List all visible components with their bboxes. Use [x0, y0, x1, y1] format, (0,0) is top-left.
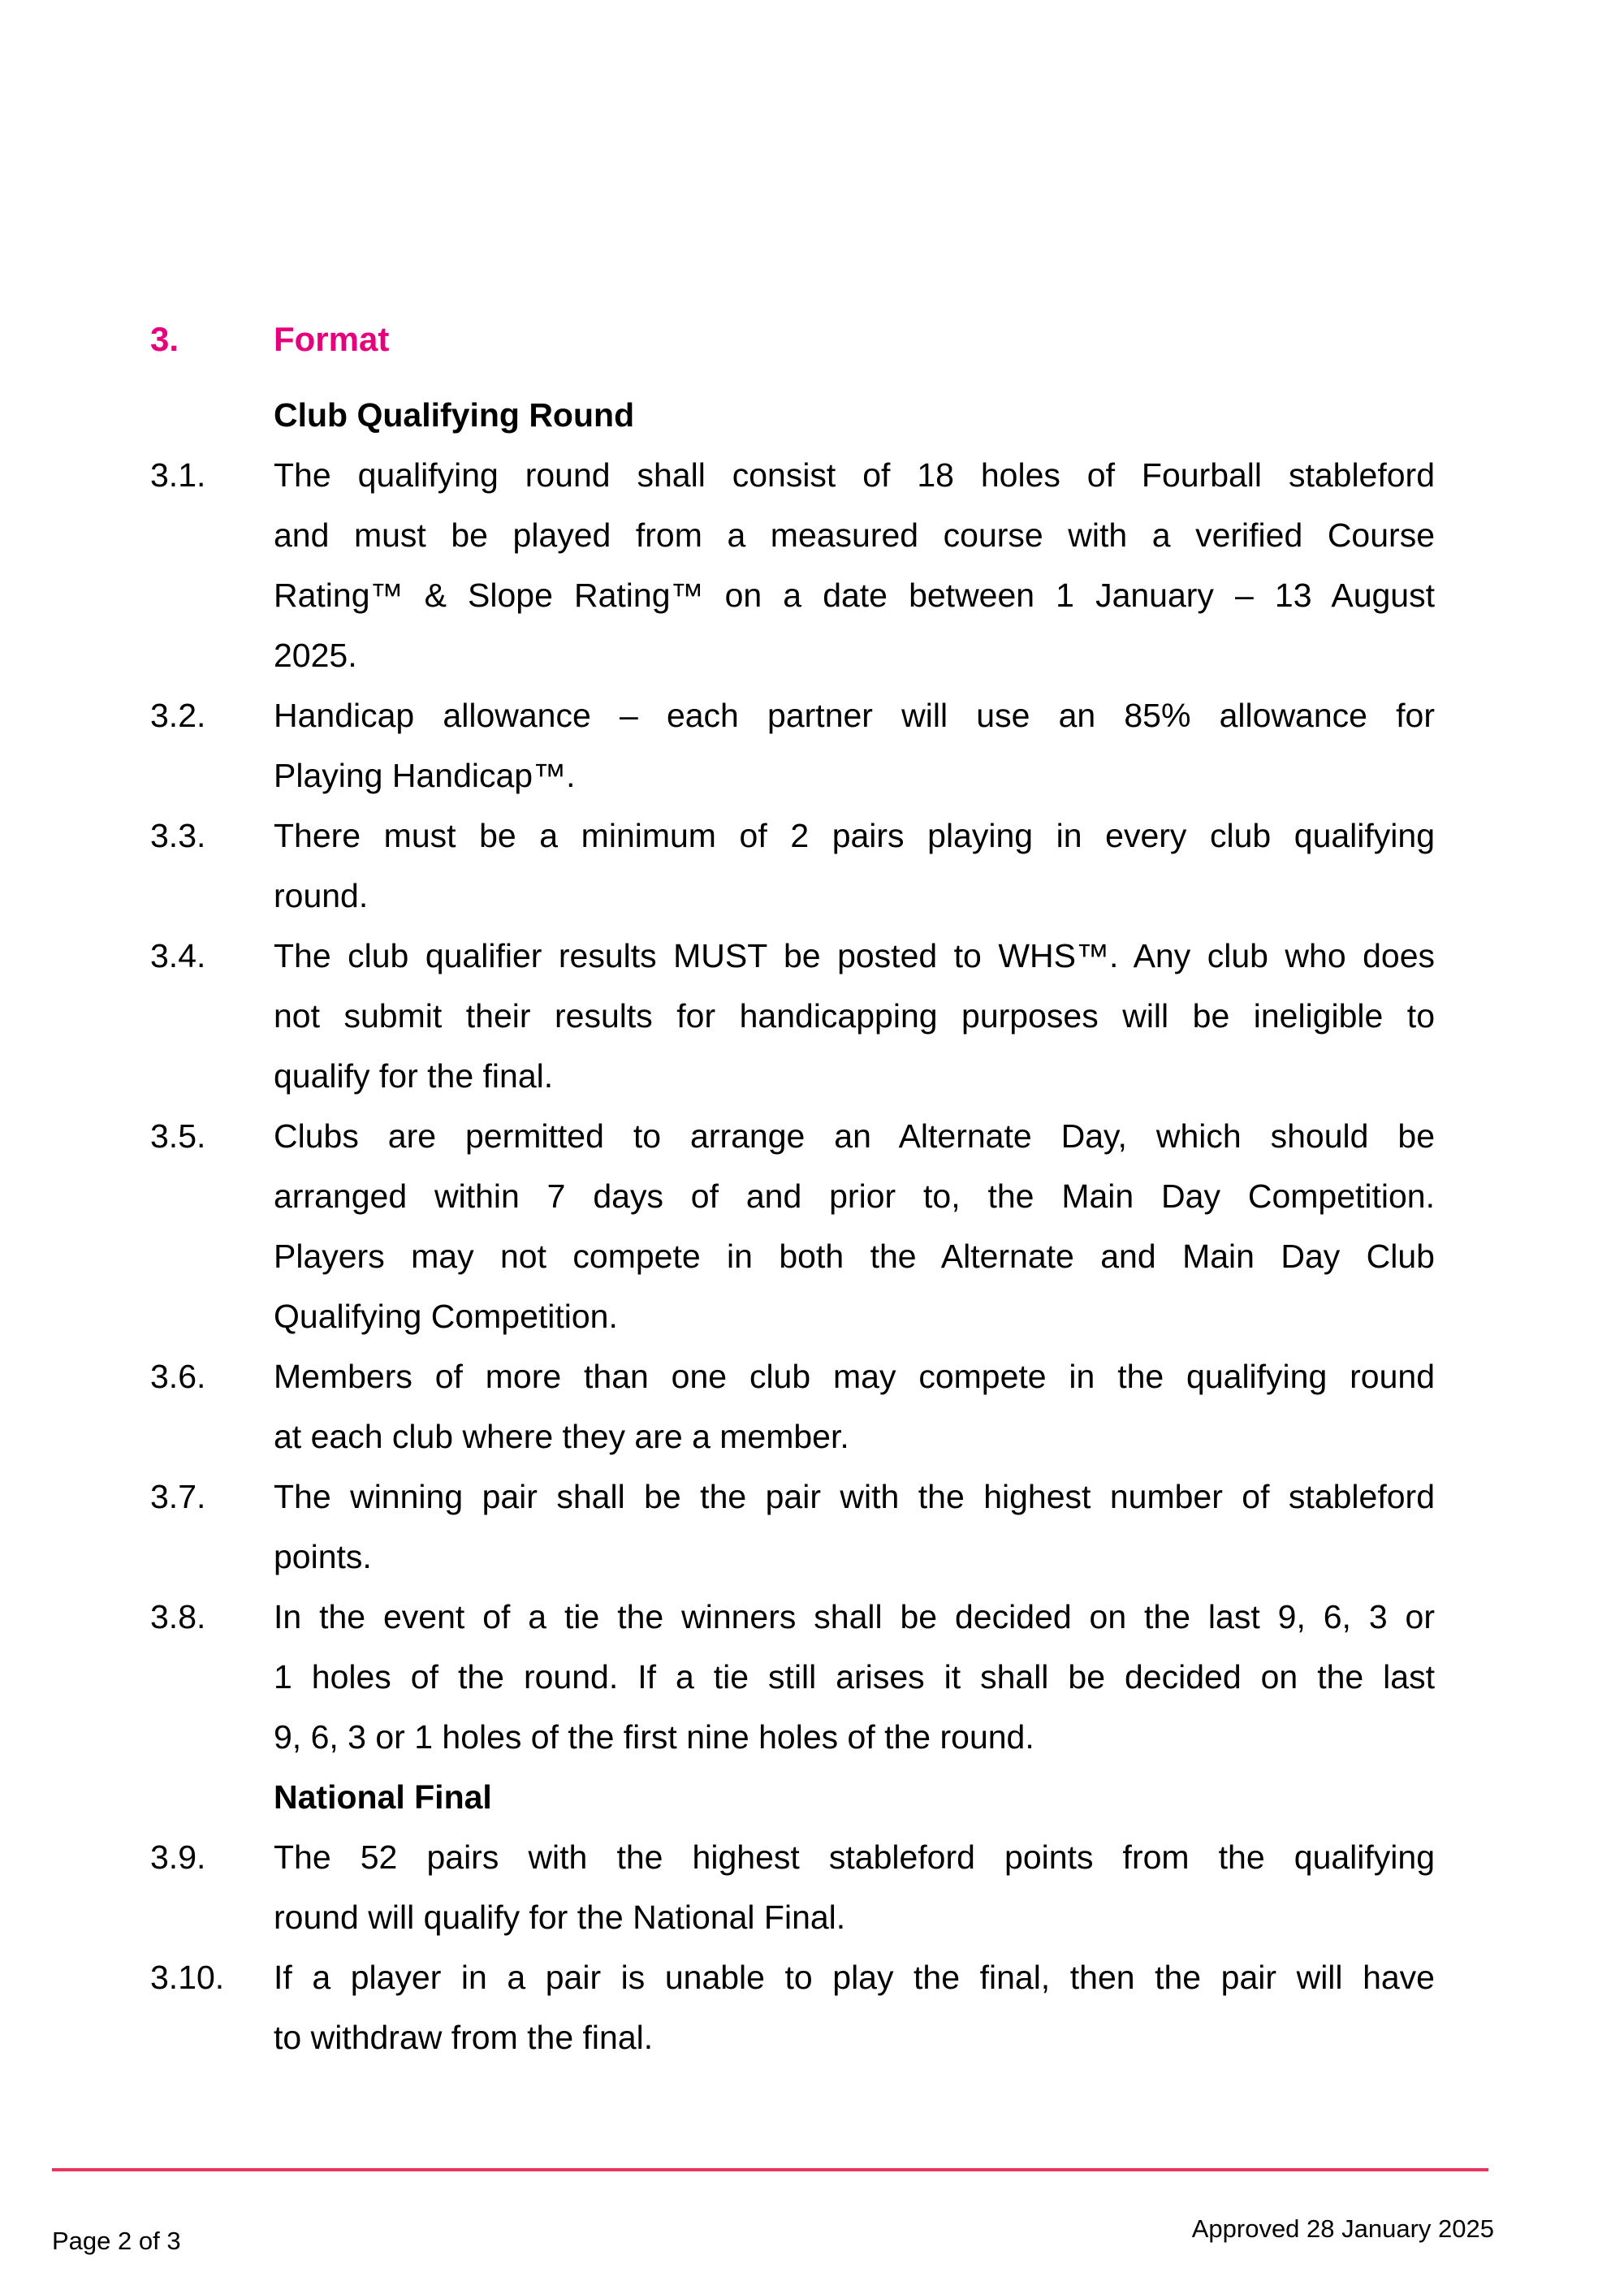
clause-text-line: Qualifying Competition. [274, 1298, 618, 1335]
clause-text-line: not submit their results for handicapping purposes will be ineligible to [274, 997, 1435, 1035]
clause-text-line: There must be a minimum of 2 pairs playing in every club qualifying [274, 817, 1435, 854]
section-number: 3. [150, 320, 179, 358]
clause-number: 3.1. [150, 456, 206, 494]
clause-text-line: Rating™ & Slope Rating™ on a date between 1 January – 13 August [274, 577, 1435, 614]
clause-number: 3.6. [150, 1358, 206, 1395]
clause-text-line: round will qualify for the National Final. [274, 1899, 846, 1936]
clause-text-line: The winning pair shall be the pair with the highest number of stableford [274, 1478, 1435, 1515]
clause-3-4 [150, 926, 1435, 1106]
clause-text-line: The club qualifier results MUST be posted to WHS™. Any club who does [274, 937, 1435, 974]
clause-number: 3.3. [150, 817, 206, 854]
clause-text-line: 2025. [274, 637, 357, 674]
clause-number: 3.8. [150, 1598, 206, 1635]
clause-3-7 [150, 1467, 1435, 1587]
approval-date: Approved 28 January 2025 [1191, 2214, 1494, 2243]
clause-text-line: The 52 pairs with the highest stableford points from the qualifying [274, 1838, 1435, 1876]
clause-number: 3.10. [150, 1959, 225, 1996]
clause-3-5 [150, 1106, 1435, 1346]
clause-3-9 [150, 1827, 1435, 1947]
clause-3-2 [150, 685, 1435, 806]
clause-text-line: Playing Handicap™. [274, 757, 576, 794]
clause-number: 3.2. [150, 697, 206, 734]
clause-number: 3.9. [150, 1838, 206, 1876]
clause-text-line: Members of more than one club may compete in the qualifying round [274, 1358, 1435, 1395]
clause-text-line: In the event of a tie the winners shall be decided on the last 9, 6, 3 or [274, 1598, 1435, 1635]
clause-text-line: 9, 6, 3 or 1 holes of the first nine holes of the round. [274, 1718, 1034, 1756]
section-title: Format [274, 320, 390, 358]
subheading-national-final: National Final [274, 1778, 492, 1816]
clause-text-line: to withdraw from the final. [274, 2019, 654, 2056]
clause-number: 3.5. [150, 1117, 206, 1155]
footer-divider [52, 2168, 1488, 2171]
page-number: Page 2 of 3 [52, 2227, 181, 2255]
clause-3-8 [150, 1587, 1435, 1767]
clause-text-line: qualify for the final. [274, 1057, 554, 1095]
clause-3-3 [150, 806, 1435, 926]
clause-text-line: arranged within 7 days of and prior to, the Main Day Competition. [274, 1177, 1435, 1215]
clause-text-line: The qualifying round shall consist of 18 holes of Fourball stableford [274, 456, 1435, 494]
clause-text-line: Handicap allowance – each partner will use an 85% allowance for [274, 697, 1435, 734]
clause-text-line: at each club where they are a member. [274, 1418, 849, 1455]
clause-number: 3.7. [150, 1478, 206, 1515]
clause-3-6 [150, 1346, 1435, 1467]
clause-3-10 [150, 1947, 1435, 2067]
section-heading [150, 309, 1449, 369]
clause-text-line: 1 holes of the round. If a tie still arises it shall be decided on the last [274, 1658, 1435, 1696]
clause-text-line: If a player in a pair is unable to play the final, then the pair will have [274, 1959, 1435, 1996]
document-body [150, 385, 1435, 2067]
clause-number: 3.4. [150, 937, 206, 974]
clause-text-line: Players may not compete in both the Alternate and Main Day Club [274, 1238, 1435, 1275]
clause-text-line: Clubs are permitted to arrange an Alternate Day, which should be [274, 1117, 1435, 1155]
clause-text-line: points. [274, 1538, 372, 1575]
clause-text-line: and must be played from a measured course with a verified Course [274, 516, 1435, 554]
subheading-club-qualifying-round: Club Qualifying Round [274, 396, 635, 434]
clause-3-1 [150, 445, 1435, 685]
clause-text-line: round. [274, 877, 369, 914]
